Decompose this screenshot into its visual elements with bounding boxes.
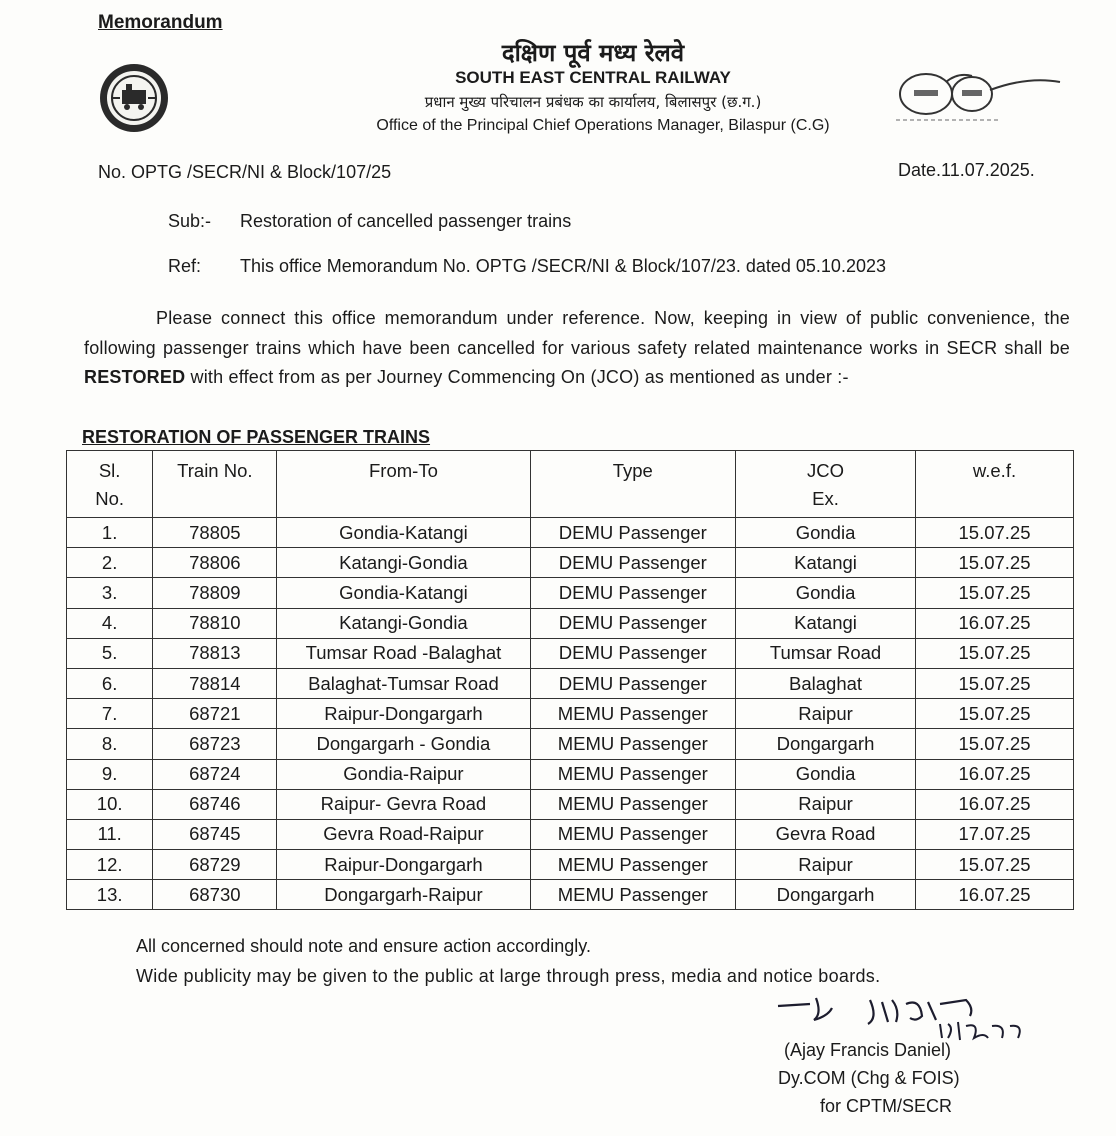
cell-type: DEMU Passenger: [530, 548, 736, 578]
note-publicity: Wide publicity may be given to the public at large through press, media and notice boards.: [136, 966, 881, 986]
table-row: [67, 548, 1074, 578]
cell-wef: 15.07.25: [916, 518, 1074, 548]
table-row: [67, 850, 1074, 880]
reference-label: Ref:: [168, 256, 202, 276]
cell-train-no: 68721: [153, 699, 277, 729]
cell-from-to: Raipur- Gevra Road: [277, 789, 530, 819]
cell-jco: Balaghat: [736, 668, 916, 698]
body-text-part1: Please connect this office memorandum under reference. Now, keeping in view of public convenience, the following passenger trains which have been cancelled for various safety related maintenance works in SECR shall be: [84, 308, 1070, 358]
body-text-bold: RESTORED: [84, 367, 186, 387]
table-row: [67, 518, 1074, 548]
cell-train-no: 78805: [153, 518, 277, 548]
body-paragraph: [84, 304, 1070, 393]
signatory-designation: Dy.COM (Chg & FOIS): [778, 1068, 960, 1088]
cell-wef: 15.07.25: [916, 729, 1074, 759]
cell-sl: 3.: [67, 578, 153, 608]
cell-type: MEMU Passenger: [530, 819, 736, 849]
cell-train-no: 78813: [153, 638, 277, 668]
office-name-hindi: प्रधान मुख्य परिचालन प्रबंधक का कार्यालय, बिलासपुर (छ.ग.): [424, 93, 762, 111]
cell-jco: Dongargarh: [736, 729, 916, 759]
cell-train-no: 68746: [153, 789, 277, 819]
table-row: [67, 789, 1074, 819]
cell-wef: 15.07.25: [916, 638, 1074, 668]
letter-date: Date.11.07.2025.: [898, 160, 1035, 180]
cell-sl: 9.: [67, 759, 153, 789]
subject-line: [168, 211, 571, 232]
cell-train-no: 68729: [153, 850, 277, 880]
table-row: [67, 819, 1074, 849]
restoration-table: [66, 450, 1074, 910]
cell-type: MEMU Passenger: [530, 699, 736, 729]
cell-train-no: 68730: [153, 880, 277, 910]
cell-sl: 6.: [67, 668, 153, 698]
table-row: [67, 759, 1074, 789]
table-title: RESTORATION OF PASSENGER TRAINS: [82, 427, 431, 447]
letter-number: No. OPTG /SECR/NI & Block/107/25: [98, 162, 392, 182]
table-row: [67, 608, 1074, 638]
cell-sl: 7.: [67, 699, 153, 729]
signatory-for: for CPTM/SECR: [820, 1096, 953, 1116]
cell-from-to: Katangi-Gondia: [277, 548, 530, 578]
cell-type: MEMU Passenger: [530, 850, 736, 880]
cell-jco: Katangi: [736, 608, 916, 638]
cell-train-no: 78806: [153, 548, 277, 578]
cell-train-no: 78814: [153, 668, 277, 698]
body-text-part2: with effect from as per Journey Commencing On (JCO) as mentioned as under :-: [185, 367, 849, 387]
table-row: [67, 880, 1074, 910]
cell-type: DEMU Passenger: [530, 638, 736, 668]
reference-text: This office Memorandum No. OPTG /SECR/NI & Block/107/23. dated 05.10.2023: [240, 256, 886, 276]
memorandum-label: Memorandum: [98, 12, 223, 33]
table-row: [67, 638, 1074, 668]
cell-sl: 5.: [67, 638, 153, 668]
cell-type: MEMU Passenger: [530, 789, 736, 819]
header-sl-no: Sl. No.: [67, 451, 153, 518]
cell-from-to: Katangi-Gondia: [277, 608, 530, 638]
subject-text: Restoration of cancelled passenger trains: [240, 211, 572, 231]
subject-label: Sub:-: [168, 211, 212, 231]
cell-type: MEMU Passenger: [530, 729, 736, 759]
cell-wef: 16.07.25: [916, 880, 1074, 910]
cell-type: DEMU Passenger: [530, 578, 736, 608]
cell-type: MEMU Passenger: [530, 759, 736, 789]
cell-train-no: 68745: [153, 819, 277, 849]
cell-type: DEMU Passenger: [530, 668, 736, 698]
cell-jco: Tumsar Road: [736, 638, 916, 668]
cell-wef: 16.07.25: [916, 789, 1074, 819]
table-row: [67, 729, 1074, 759]
org-name-hindi: दक्षिण पूर्व मध्य रेलवे: [501, 39, 685, 67]
cell-sl: 1.: [67, 518, 153, 548]
cell-wef: 17.07.25: [916, 819, 1074, 849]
cell-from-to: Raipur-Dongargarh: [277, 850, 530, 880]
signatory-name: (Ajay Francis Daniel): [784, 1040, 952, 1060]
cell-jco: Katangi: [736, 548, 916, 578]
cell-from-to: Gondia-Katangi: [277, 518, 530, 548]
cell-from-to: Raipur-Dongargarh: [277, 699, 530, 729]
cell-from-to: Balaghat-Tumsar Road: [277, 668, 530, 698]
cell-jco: Gondia: [736, 578, 916, 608]
cell-train-no: 68723: [153, 729, 277, 759]
cell-wef: 16.07.25: [916, 608, 1074, 638]
cell-sl: 2.: [67, 548, 153, 578]
cell-jco: Raipur: [736, 850, 916, 880]
table-row: [67, 578, 1074, 608]
cell-jco: Gevra Road: [736, 819, 916, 849]
cell-wef: 15.07.25: [916, 548, 1074, 578]
cell-train-no: 78809: [153, 578, 277, 608]
cell-type: DEMU Passenger: [530, 518, 736, 548]
cell-train-no: 78810: [153, 608, 277, 638]
header-wef: w.e.f.: [916, 451, 1074, 518]
cell-jco: Raipur: [736, 789, 916, 819]
cell-type: DEMU Passenger: [530, 608, 736, 638]
cell-jco: Raipur: [736, 699, 916, 729]
cell-sl: 13.: [67, 880, 153, 910]
cell-jco: Gondia: [736, 518, 916, 548]
cell-sl: 10.: [67, 789, 153, 819]
header-type: Type: [530, 451, 736, 518]
cell-wef: 15.07.25: [916, 850, 1074, 880]
cell-wef: 16.07.25: [916, 759, 1074, 789]
cell-sl: 4.: [67, 608, 153, 638]
header-jco: JCO Ex.: [736, 451, 916, 518]
cell-from-to: Tumsar Road -Balaghat: [277, 638, 530, 668]
cell-jco: Gondia: [736, 759, 916, 789]
cell-from-to: Gevra Road-Raipur: [277, 819, 530, 849]
table-row: [67, 668, 1074, 698]
cell-jco: Dongargarh: [736, 880, 916, 910]
cell-from-to: Dongargarh-Raipur: [277, 880, 530, 910]
cell-sl: 12.: [67, 850, 153, 880]
cell-wef: 15.07.25: [916, 699, 1074, 729]
cell-wef: 15.07.25: [916, 578, 1074, 608]
cell-from-to: Dongargarh - Gondia: [277, 729, 530, 759]
cell-sl: 11.: [67, 819, 153, 849]
swachh-bharat-logo: [888, 68, 1068, 128]
header-train-no: Train No.: [153, 451, 277, 518]
cell-from-to: Gondia-Katangi: [277, 578, 530, 608]
note-action: All concerned should note and ensure action accordingly.: [136, 936, 591, 956]
office-name-english: Office of the Principal Chief Operations Manager, Bilaspur (C.G): [376, 117, 830, 134]
org-name-english: SOUTH EAST CENTRAL RAILWAY: [455, 68, 731, 87]
table-row: [67, 699, 1074, 729]
cell-wef: 15.07.25: [916, 668, 1074, 698]
cell-sl: 8.: [67, 729, 153, 759]
cell-from-to: Gondia-Raipur: [277, 759, 530, 789]
table-header-row: [67, 451, 1074, 518]
cell-train-no: 68724: [153, 759, 277, 789]
header-from-to: From-To: [277, 451, 530, 518]
cell-type: MEMU Passenger: [530, 880, 736, 910]
reference-line: [168, 256, 886, 277]
